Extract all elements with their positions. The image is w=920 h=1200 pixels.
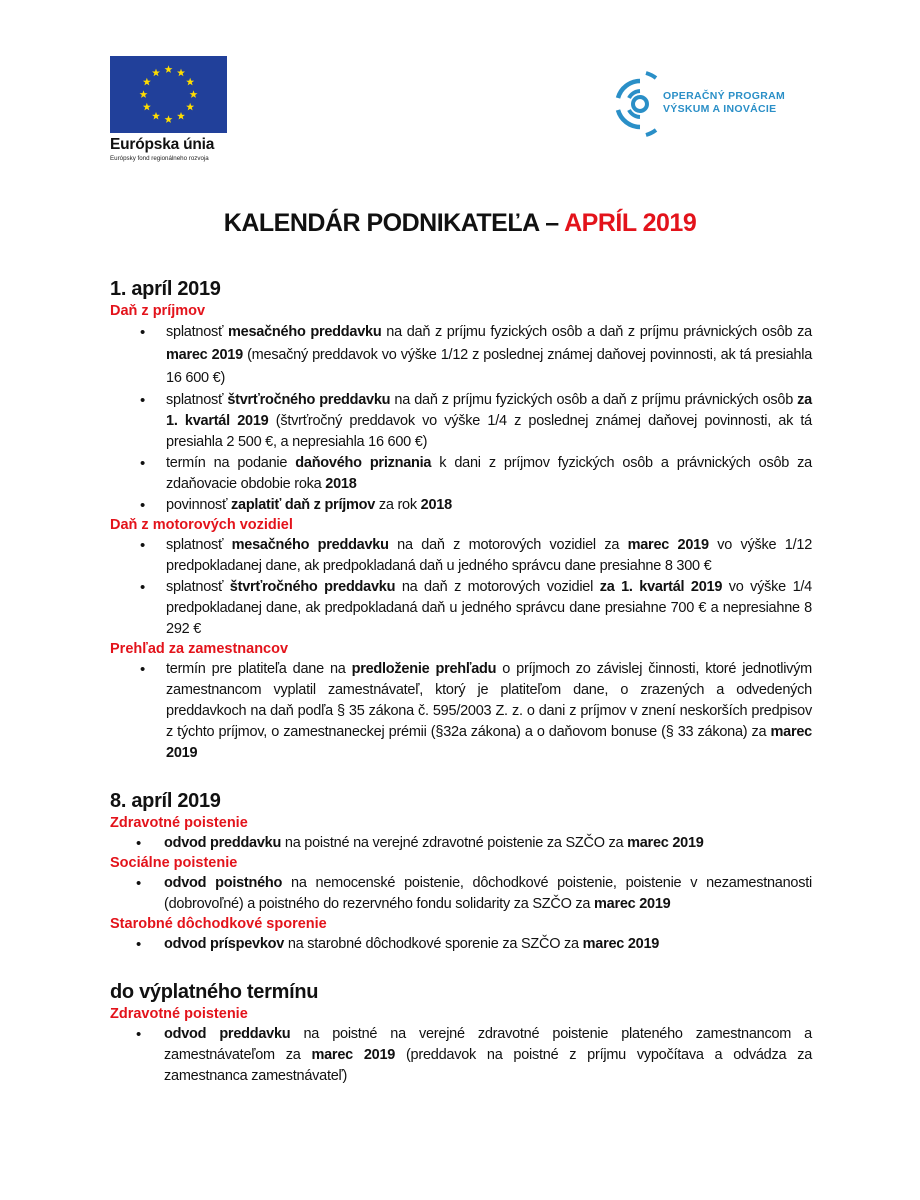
- deadline-item: [110, 1024, 812, 1087]
- item-text: (štvrťročný preddavok vo výške 1/4 z poslednej známej daňovej povinnosti, ak tá presiahla 2 500 €, a nepresiahla 16 600 €): [166, 413, 813, 450]
- item-text: splatnosť: [166, 537, 232, 553]
- item-text: na daň z príjmu fyzických osôb a daň z príjmu právnických osôb za: [381, 324, 812, 340]
- emphasis-text: štvrťročného preddavku: [227, 392, 391, 408]
- deadline-item: [110, 535, 812, 577]
- emphasis-text: 2018: [420, 497, 452, 513]
- deadline-item: [110, 873, 812, 915]
- deadline-item: [110, 577, 812, 640]
- emphasis-text: zaplatiť daň z príjmov: [231, 497, 376, 513]
- emphasis-text: marec 2019: [311, 1047, 396, 1063]
- item-text: k dani z príjmov fyzických osôb a právnických osôb za zdaňovacie obdobie roka: [166, 455, 812, 492]
- op-vai-rings-icon: [610, 68, 666, 140]
- item-text: vo výške 1/12 predpokladanej dane, ak predpokladaná daň u jedného správcu dane presiahne 8 300 €: [166, 537, 813, 574]
- page-title-main: KALENDÁR PODNIKATEĽA –: [223, 209, 565, 237]
- emphasis-text: za 1. kvartál 2019: [599, 579, 723, 595]
- item-text: vo výške 1/4 predpokladanej dane, ak predpokladaná daň u jedného správcu dane presiahne 700 € a nepresiahne 8 292 €: [166, 579, 812, 637]
- date-heading: 1. apríl 2019: [110, 278, 221, 300]
- date-heading: do výplatného termínu: [110, 981, 319, 1003]
- emphasis-text: predloženie prehľadu: [351, 661, 497, 677]
- emphasis-text: marec 2019: [582, 936, 660, 952]
- item-text: na daň z motorových vozidiel za: [388, 537, 628, 553]
- category-heading: Sociálne poistenie: [110, 855, 238, 871]
- emphasis-text: marec 2019: [593, 896, 671, 912]
- emphasis-text: mesačného preddavku: [228, 324, 382, 340]
- deadline-list: [110, 321, 812, 516]
- deadline-list: [110, 934, 812, 955]
- emphasis-text: odvod poistného: [164, 875, 283, 891]
- item-text: na poistné na verejné zdravotné poistenie za SZČO za: [281, 835, 628, 851]
- emphasis-text: odvod príspevkov: [164, 936, 285, 952]
- section-spacer: [110, 955, 812, 979]
- date-heading: 8. apríl 2019: [110, 790, 221, 812]
- item-text: (mesačný preddavok vo výške 1/12 z poslednej známej daňovej povinnosti, ak tá presiahla 16 600 €): [166, 347, 813, 386]
- item-text: termín na podanie: [166, 455, 296, 471]
- emphasis-text: marec 2019: [627, 537, 709, 553]
- item-text: termín pre platiteľa dane na: [166, 661, 352, 677]
- item-text: splatnosť: [166, 324, 229, 340]
- item-text: na nemocenské poistenie, dôchodkové poistenie, poistenie v nezamestnanosti (dobrovoľné) a poistného do rezervného fondu solidarity za SZČO za: [164, 875, 812, 912]
- emphasis-text: marec 2019: [166, 724, 812, 761]
- page-title: [0, 209, 920, 238]
- item-text: na poistné na verejné zdravotné poistenie plateného zamestnancom a zamestnávateľom za: [164, 1026, 812, 1063]
- eu-logo-subtitle: Európsky fond regionálneho rozvoja: [110, 155, 209, 162]
- deadline-list: [110, 659, 812, 764]
- deadline-list: [110, 833, 812, 854]
- item-text: o príjmoch zo závislej činnosti, ktoré jednotlivým zamestnancom vyplatil zamestnávateľ, ktorý je platiteľom dane, o zrazených a odvedených preddavkoch na daň podľa § 35 zákona č. 595/2003 Z. z. o dani z príjmov v znení neskorších predpisov z týchto príjmov, o zamestnaneckej prémii (§32a zákona) a o daňovom bonuse (§ 33 zákona) za: [166, 661, 813, 740]
- eu-flag-icon: [110, 56, 227, 133]
- deadline-list: [110, 535, 812, 640]
- deadline-item: [110, 495, 812, 516]
- op-vai-logo: [610, 68, 820, 140]
- deadline-item: [110, 833, 812, 854]
- eu-logo: [110, 56, 230, 162]
- item-text: povinnosť: [166, 497, 232, 513]
- eu-logo-title: Európska únia: [110, 136, 215, 153]
- op-logo-line2: VÝSKUM A INOVÁCIE: [663, 103, 777, 115]
- emphasis-text: odvod preddavku: [164, 1026, 291, 1042]
- item-text: za rok: [375, 497, 421, 513]
- calendar-content: [110, 276, 812, 1087]
- emphasis-text: 2018: [325, 476, 357, 492]
- item-text: na daň z príjmu fyzických osôb a daň z príjmu právnických osôb: [390, 392, 798, 408]
- emphasis-text: za 1. kvartál 2019: [166, 392, 812, 429]
- deadline-item: [110, 453, 812, 495]
- deadline-item: [110, 934, 812, 955]
- op-vai-logo-text: [663, 90, 785, 116]
- emphasis-text: marec 2019: [627, 835, 704, 851]
- item-text: splatnosť: [166, 579, 230, 595]
- deadline-item: [110, 659, 812, 764]
- emphasis-text: odvod preddavku: [164, 835, 282, 851]
- category-heading: Prehľad za zamestnancov: [110, 641, 289, 657]
- page-title-month: APRÍL 2019: [564, 209, 697, 237]
- deadline-item: [110, 321, 812, 390]
- section-spacer: [110, 764, 812, 788]
- emphasis-text: daňového priznania: [295, 455, 432, 471]
- deadline-list: [110, 873, 812, 915]
- category-heading: Daň z príjmov: [110, 303, 206, 319]
- emphasis-text: marec 2019: [166, 347, 243, 363]
- category-heading: Zdravotné poistenie: [110, 815, 248, 831]
- category-heading: Daň z motorových vozidiel: [110, 517, 293, 533]
- category-heading: Zdravotné poistenie: [110, 1006, 248, 1022]
- emphasis-text: mesačného preddavku: [231, 537, 389, 553]
- item-text: (preddavok na poistné z príjmu vypočítava a odvádza za zamestnanca zamestnávateľ): [164, 1047, 813, 1084]
- deadline-list: [110, 1024, 812, 1087]
- op-logo-line1: OPERAČNÝ PROGRAM: [663, 90, 786, 102]
- deadline-item: [110, 390, 812, 453]
- item-text: na starobné dôchodkové sporenie za SZČO za: [284, 936, 583, 952]
- item-text: splatnosť: [166, 392, 228, 408]
- emphasis-text: štvrťročného preddavku: [229, 579, 396, 595]
- category-heading: Starobné dôchodkové sporenie: [110, 916, 327, 932]
- item-text: na daň z motorových vozidiel: [395, 579, 600, 595]
